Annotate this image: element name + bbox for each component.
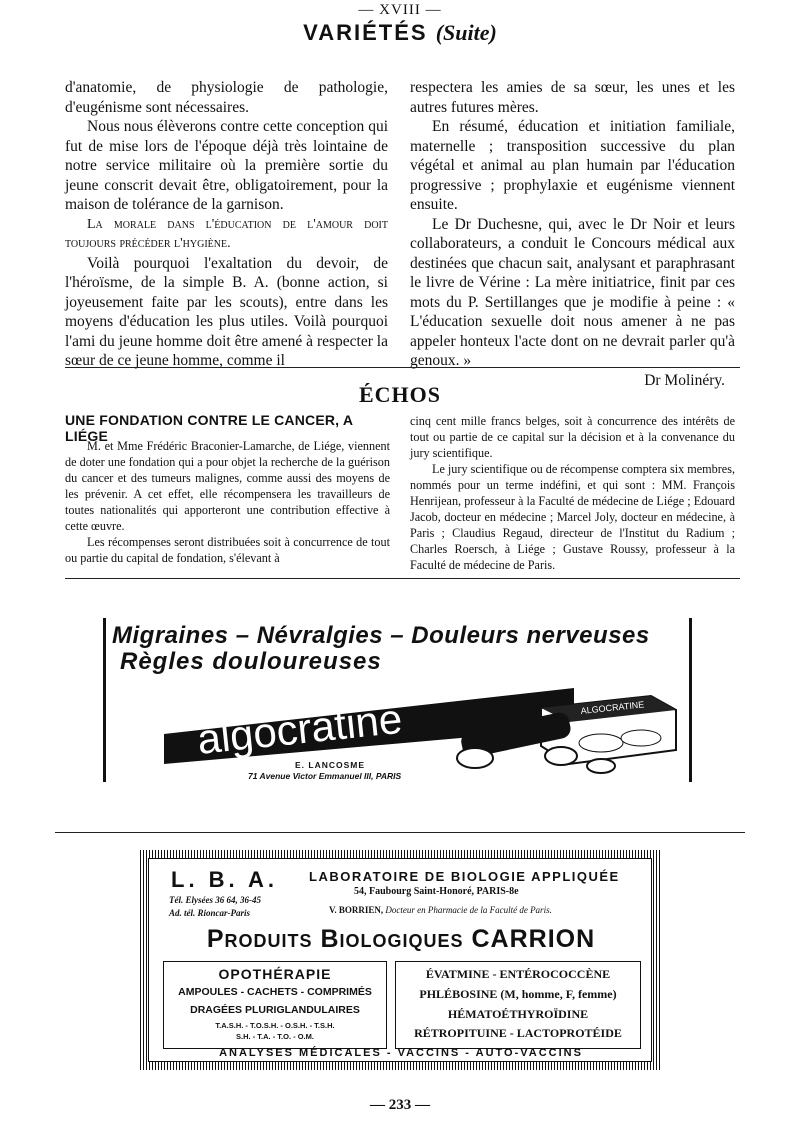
algocratine-advertisement	[103, 618, 692, 782]
paragraph: Le Dr Duchesne, qui, avec le Dr Noir et leurs collaborateurs, a conduit le Concours médical aux destinées que chacun sait, analysant et paraphrasant le livre de Vérine : La mère initiatrice, finit par ces mots du P. Sertillanges que je modifie à peine : « L'éducation sexuelle doit nous amener à ne pas appeler honteux l'acte dont on ne devrait parler qu'à genoux. »	[410, 215, 735, 369]
ad-panel	[148, 858, 652, 1062]
paragraph: Les récompenses seront distribuées soit à concurrence de tout ou partie du capital de fondation, s'élevant à	[65, 535, 390, 565]
section-title	[0, 20, 800, 46]
box-line: PHLÉBOSINE (M, homme, F, femme)	[419, 987, 617, 1001]
paragraph: Nous nous élèverons contre cette conception qui fut de mise lors de l'époque déjà très lointaine de notre service militaire où la première sortie du jeune conscrit devait être, obligatoirement, pour la maison de tolérance de la garnison.	[65, 118, 388, 213]
box-line: ÉVATMINE - ENTÉROCOCCÈNE	[425, 967, 611, 981]
ad-maker: E. LANCOSME	[295, 760, 366, 770]
divider	[65, 578, 740, 579]
box-line: RÉTROPITUINE - LACTOPROTÉIDE	[414, 1026, 622, 1040]
products-headline: Produits Biologiques CARRION	[206, 925, 596, 953]
paragraph: M. et Mme Frédéric Braconier-Lamarche, de Liége, viennent de doter une fondation qui a pour objet la recherche de la guérison du cancer et des tumeurs malignes, comme aussi des moyens de les prévenir. A cet effet, elle récompensera les travailleurs de toutes nationalités qui apporteront une contribution effective à cette œuvre.	[65, 439, 390, 533]
brand-text: algocratine	[195, 694, 405, 763]
box-line: T.A.S.H. - T.O.S.H. - O.S.H. - T.S.H.	[215, 1021, 335, 1030]
pill-box-illustration	[451, 688, 681, 776]
echos-title: ÉCHOS	[358, 382, 442, 407]
varietes-right-column	[410, 78, 735, 390]
ad-address: 71 Avenue Victor Emmanuel III, PARIS	[248, 771, 402, 781]
echos-right-column	[410, 413, 735, 573]
paragraph: En résumé, éducation et initiation familiale, maternelle ; transposition successive du plan végétal et animal au plan humain par l'éducation progressive ; prophylaxie et eugénisme viennent ensuite.	[410, 118, 735, 213]
divider	[55, 832, 745, 833]
echos-subtitle: UNE FONDATION CONTRE LE CANCER, A LIÉGE	[65, 412, 353, 444]
director-name: V. BORRIEN,	[329, 905, 384, 915]
page-number: — 233 —	[370, 1097, 430, 1113]
products-right-box	[395, 961, 641, 1049]
box-line: OPOTHÉRAPIE	[218, 966, 332, 982]
varietes-left-column	[65, 78, 388, 371]
paragraph: respectera les amies de sa sœur, les unes et les autres futures mères.	[410, 79, 735, 116]
page-header-number: — XVIII —	[358, 2, 442, 18]
lab-address: 54, Faubourg Saint-Honoré, PARIS-8e	[354, 886, 519, 897]
director-title: Docteur en Pharmacie de la Faculté de Paris.	[385, 905, 552, 915]
paragraph: La morale dans l'éducation de l'amour doit toujours précéder l'hygiène.	[65, 216, 388, 251]
svg-text:ALGOCRATINE: ALGOCRATINE	[580, 699, 645, 716]
box-line: S.H. - T.A. - T.O. - O.M.	[236, 1032, 314, 1041]
paragraph: Voilà pourquoi l'exaltation du devoir, de l'héroïsme, de la simple B. A. (bonne action, si joyeusement faite par les scouts), entre dans les moyens d'éducation les plus utiles. Voilà pourquoi l'ami du jeune homme doit être amené à respecter la sœur de ce jeune homme, comme il	[65, 254, 388, 369]
products-left-box	[163, 961, 387, 1049]
lab-name: LABORATOIRE DE BIOLOGIE APPLIQUÉE	[309, 869, 620, 884]
lba-telegraph: Ad. tél. Rioncar-Paris	[169, 908, 251, 918]
section-title-suite: (Suite)	[435, 20, 497, 45]
lba-logo: L. B. A.	[171, 867, 278, 892]
section-title-main: VARIÉTÉS	[303, 20, 428, 45]
ad-headline: Migraines – Névralgies – Douleurs nerveuses	[112, 622, 650, 649]
paragraph: Le jury scientifique ou de récompense comptera six membres, nommés pour un terme indéfini, et qui sont : MM. François Henrijean, professeur à la Faculté de médecine de Liége ; Edouard Jacob, docteur en médecine ; Marcel Joly, docteur en médecine, à Paris ; Claudius Regaud, directeur de l'Institut du Radium ; Charles Roersch, à Liége ; Gustave Roussy, professeur à la Faculté de médecine de Paris.	[410, 462, 735, 572]
carrion-advertisement	[140, 850, 660, 1070]
echos-left-column	[65, 438, 390, 566]
lba-telephone: Tél. Elysées 36 64, 36-45	[169, 895, 261, 905]
paragraph: cinq cent mille francs belges, soit à concurrence des intérêts de tout ou partie de ce capital sur la décision et à la convenance du jury scientifique.	[410, 414, 735, 460]
paragraph: d'anatomie, de physiologie de pathologie, d'eugénisme sont nécessaires.	[65, 79, 388, 116]
box-line: DRAGÉES PLURIGLANDULAIRES	[190, 1004, 360, 1016]
signature: Dr Molinéry.	[644, 371, 725, 389]
divider	[65, 367, 740, 368]
ad-headline: Règles douloureuses	[120, 648, 382, 675]
ad-footer-line: ANALYSES MÉDICALES - VACCINS - AUTO-VACCINS	[219, 1047, 583, 1059]
box-line: AMPOULES - CACHETS - COMPRIMÉS	[178, 986, 372, 998]
lab-director	[329, 905, 552, 915]
box-line: HÉMATOÉTHYROÏDINE	[447, 1007, 589, 1021]
